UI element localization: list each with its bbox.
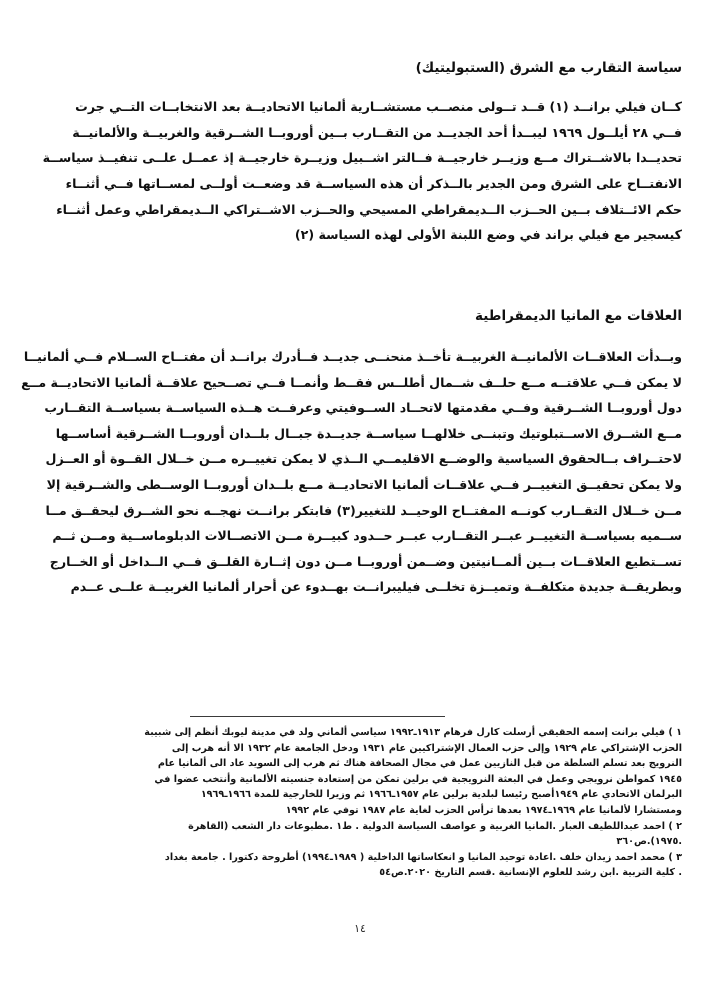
line-text: فــي ٢٨ أيلــول ١٩٦٩ ليبــدأ أحد الجديــد من التقــارب بــين أوروبــا الشــرقية والغربيــة والألمانيــة [72, 124, 682, 140]
section-heading-politik: سياسة التقارب مع الشرق (الستبوليتيك) [415, 60, 682, 76]
footnote-2 [38, 819, 682, 850]
footnote-line [38, 725, 682, 741]
line-text: كــان فيلي برانــد (١) قــد تــولى منصــب مستشــارية ألمانيا الاتحاديــة بعد الانتخابــات التــي جرت [75, 99, 682, 115]
section-heading-gdr-relations: العلاقات مع المانيا الديمقراطية [475, 307, 682, 324]
paragraph-line [21, 370, 682, 396]
paragraph-line [38, 446, 682, 472]
paragraph-line [38, 395, 682, 421]
line-text: تســتطيع العلاقــات بــين ألمــانيتين وضــمن أوروبــا مــن دون إثــارة القلــق فــي الــداخل أو الخــارج [49, 553, 682, 569]
paragraph-line [38, 94, 682, 120]
paragraph-line [38, 197, 682, 223]
paragraph-line [38, 574, 682, 600]
line-text: تحديــدا بالاشــتراك مــع وزيــر خارجيــة فــالتر اشــبيل وزيــرة خارجيــة إذ عمــل علــى تنفيــذ سياســة [42, 150, 682, 166]
footnote-line: .١٩٧٥).ص٣٦٠ [616, 836, 682, 848]
line-text: الحزب الإشتراكي عام ١٩٢٩ وإلى حزب العمال الإشتراكيين عام ١٩٣١ ودخل الجامعة عام ١٩٣٢ الا أنه هرب إلى [171, 742, 682, 754]
line-text: ٢ ) احمد عبداللطيف العبار .المانيا الغربية و عواصف السياسة الدولية . ط١ .مطبوعات دار الشعب (القاهرة [188, 820, 682, 832]
paragraph-line: كيسجير مع فيلي براند في وضع اللبنة الأولى لهذه السياسة (٢) [294, 227, 682, 243]
line-text: حكم الائــتلاف بــين الحــزب الــديمقراطي المسيحي والحــزب الاشــتراكي الــديمقراطي وعمل أثنــاء [56, 201, 682, 217]
line-text: ٣ ) محمد احمد زيدان خلف .اعادة توحيد المانيا و انعكاساتها الداخلية ( ١٩٨٩ـ١٩٩٤) أطروحة دكتورا . جامعة بغداد [164, 851, 682, 863]
footnote-line: . كلية التربية .ابن رشد للعلوم الإنسانية .قسم التاريخ ٢٠٢٠.ص٥٤ [379, 867, 682, 879]
footnote-1 [38, 725, 682, 819]
paragraph-line [38, 120, 682, 146]
footnote-line: ومستشارا لألمانيا عام ١٩٦٩ـ١٩٧٤ بعدها ترأس الحزب لغاية عام ١٩٨٧ توفي عام ١٩٩٢ [285, 804, 682, 816]
line-text: ســميه بسياســة التغييــر عبــر التقــارب عبــر حــدود كبيــرة مــن الاتصــالات الدبلوماســية ومــن ثــم [52, 528, 682, 544]
footnote-line [38, 772, 682, 788]
line-text: مــن خــلال التقــارب كونــه المفتــاح الوحيــد للتغيير(٣) فابتكر برانــت نهجــه نحو الشــرق ليحقــق مــا [45, 502, 682, 518]
line-text: البرلمان الاتحادي عام ١٩٤٩أصبح رئيسا لبلدية برلين عام ١٩٥٧ـ١٩٦٦ ثم وزيرا للخارجية للمدة ١٩٦٦ـ١٩٦٩ [200, 789, 682, 801]
paragraph-line [23, 344, 682, 370]
line-text: دول أوروبــا الشــرقية وفــي مقدمتها لاتحــاد الســوفيتي وعرفــت هــذه السياســة بسياســة التقــارب [44, 400, 682, 416]
footnote-line [38, 819, 682, 835]
line-text: مــع الشــرق الاســتبلوتيك وتبنــى خلالهــا سياســة جديــدة جبــال بلــدان أوروبــا الشــرقية أساســها [55, 425, 682, 441]
footnote-3 [38, 850, 682, 881]
paragraph-line [38, 145, 682, 171]
footnote-line [38, 741, 682, 757]
paragraph-line [38, 549, 682, 575]
paragraph-line [38, 421, 682, 447]
section-spacer [38, 248, 682, 306]
paragraph-line [38, 171, 682, 197]
line-text: ولا يمكن تحقيــق التغييــر فــي علاقــات ألمانيا الاتحاديــة مــع بلــدان أوروبــا الوســطى والشــرقية إلا [46, 477, 682, 493]
paragraph-gdr-relations [21, 344, 682, 600]
footnote-line [38, 850, 682, 866]
line-text: لا يمكن فــي علاقتــه مــع حلــف شــمال أطلــس فقــط وأنمــا فــي تصــحيح علاقــة ألمانيا الاتحاديــة مــع [21, 374, 682, 390]
line-text: النرويج بعد تسلم السلطة من قبل النازيين عمل في مجال الصحافة هناك ثم هرب إلى السويد عاد الى ألمانيا عام [157, 758, 682, 770]
line-text: لاحتــراف بــالحقوق السياسية والوضــع الاقليمــي الــذي لا يمكن تغييــره مــن خــلال القــوة أو العــزل [45, 451, 682, 467]
paragraph-line [38, 472, 682, 498]
line-text: الانفتــاح على الشرق ومن الجدير بالــذكر أن هذه السياســة قد وضعــت أولــى لمســاتها فــي أثنــاء [65, 176, 682, 192]
page-number: ١٤ [354, 922, 366, 935]
footnotes-area [20, 716, 700, 881]
line-text: ١٩٤٥ كمواطن نرويجي وعمل في البعثة النرويجية في برلين تمكن من إستعادة جنسيته الألمانية وأنتخب عضوا في [154, 773, 682, 785]
paragraph-line [38, 523, 682, 549]
line-text: وبــدأت العلاقــات الألمانيــة الغربيــة تأخــذ منحنــى جديــد فــأدرك برانــد أن مفتــاح الســلام فــي ألمانيــا [23, 349, 682, 365]
page-content [20, 58, 700, 600]
footnote-line [38, 756, 682, 772]
footnote-separator-rule [190, 716, 445, 717]
line-text: ١ ) فيلي برانت إسمه الحقيقي أرسلت كارل فرهام ١٩١٣ـ١٩٩٢ سياسي ألماني ولد في مدينة ليوبك أنظم إلى شبيبة [144, 727, 682, 738]
line-text: وبطريقــة جديدة متكلفــة وتميــزة تخلــى فيليبرانــت بهــدوء عن أحرار ألمانيا الغربيــة علــى عــدم [70, 579, 682, 595]
footnote-line [38, 787, 682, 803]
paragraph-politik [38, 94, 682, 248]
paragraph-line [38, 498, 682, 524]
